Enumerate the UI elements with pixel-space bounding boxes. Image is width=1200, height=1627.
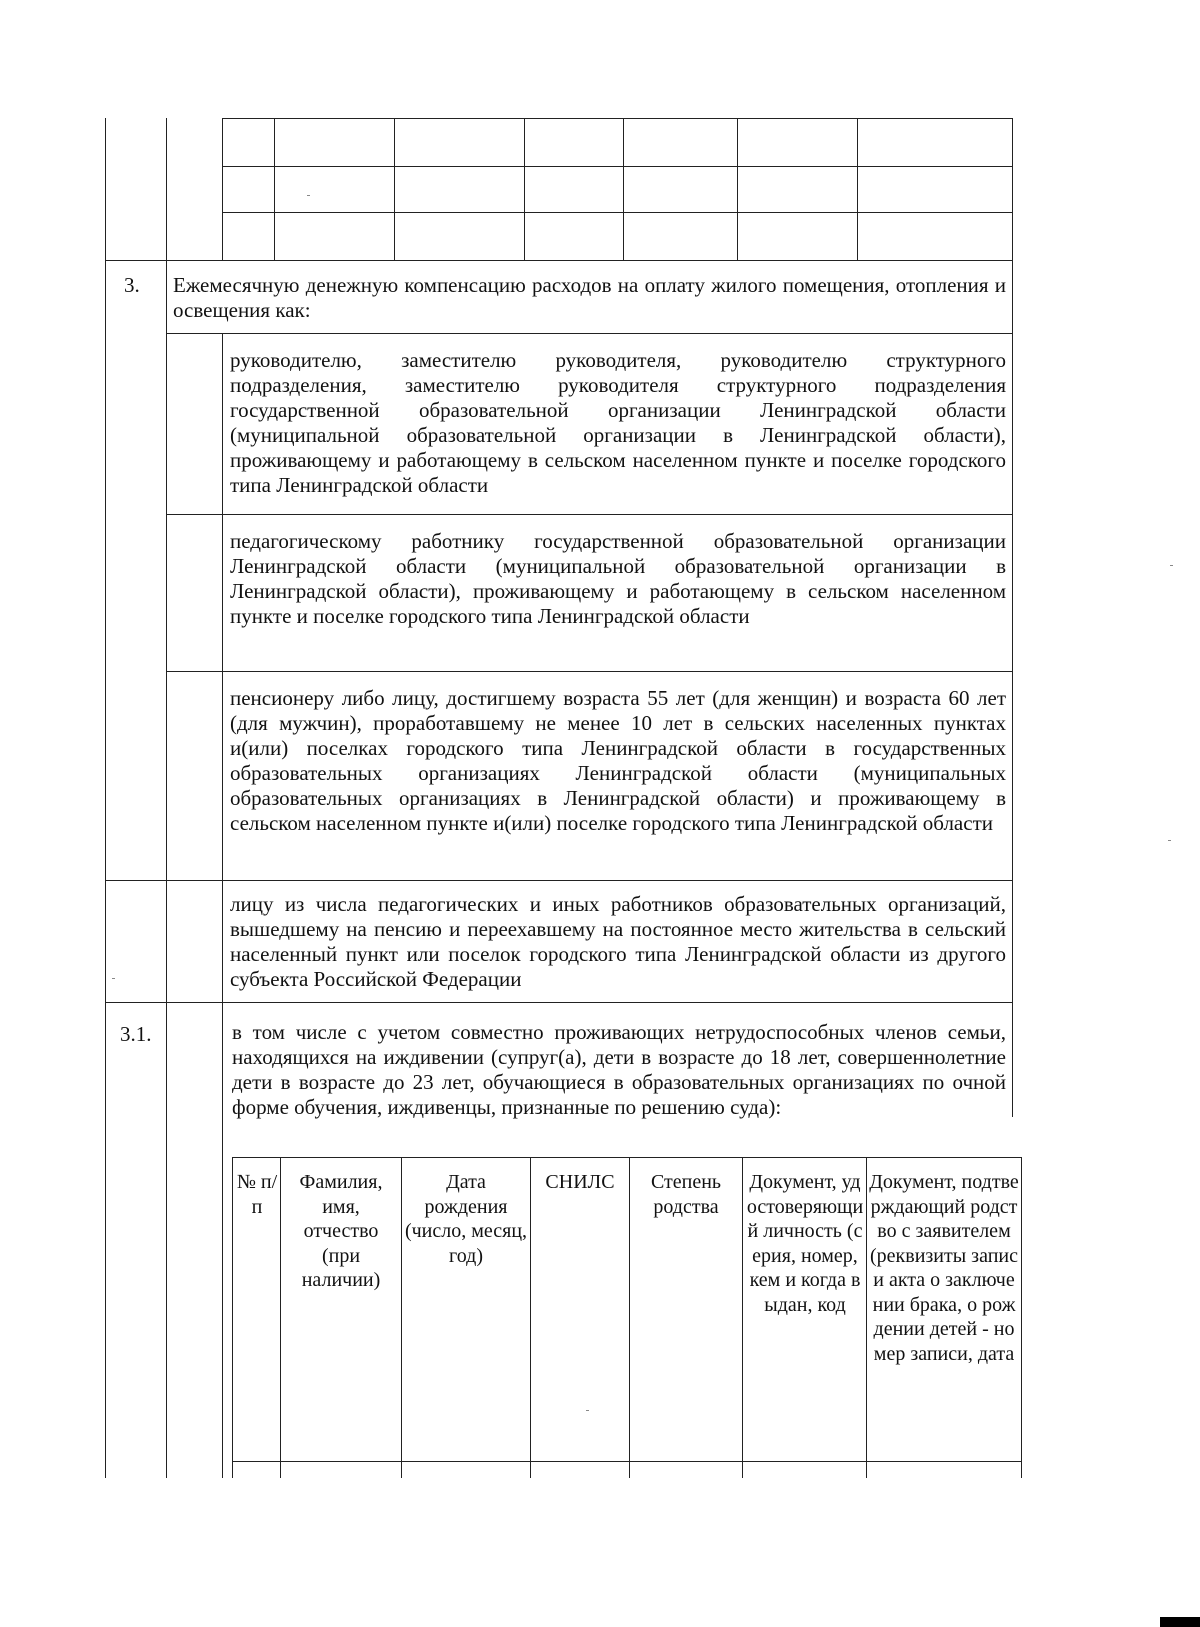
item-separator [105, 880, 1013, 881]
top-table-col-line [1012, 118, 1013, 260]
scan-speck [112, 978, 115, 979]
top-table-col-line [737, 118, 738, 260]
scan-speck [307, 195, 310, 196]
header-relationship: Степень родства [650, 1171, 722, 1218]
section-3-heading-bottom [166, 333, 1013, 334]
scan-edge-mark [1160, 1617, 1200, 1627]
family-table-col-line [280, 1157, 281, 1478]
header-number: № п/п [236, 1171, 278, 1218]
header-kinship-document: Документ, подтверждающий родство с заявителем (реквизиты записи акта о заключении брака, о рождении детей - номер записи, дата [869, 1171, 1019, 1365]
header-full-name: Фамилия, имя, отчество (при наличии) [299, 1171, 383, 1291]
section-3-item-4: лицу из числа педагогических и иных работников образовательных организаций, вышедшему на пенсию и переехавшему на постоянное место жительства в сельский населенный пункт или поселок городского типа Ленинградской области из другого субъекта Российской Федерации [230, 892, 1006, 991]
top-table-row-line [222, 166, 1013, 167]
header-birth-date: Дата рождения (число, месяц, год) [404, 1171, 528, 1267]
section-3-item-3: пенсионеру либо лицу, достигшему возраста 55 лет (для женщин) и возраста 60 лет (для мужчин), проработавшему не менее 10 лет в сельских населенных пунктах и(или) поселках городского типа Ленинградской области в государственных образовательных организациях Ленинградской области (муниципальных образовательных организациях в Ленинградской области) и проживающему в сельском населенном пункте и(или) поселке городского типа Ленинградской области [230, 686, 1006, 835]
top-table-col-line [857, 118, 858, 260]
scan-speck [1168, 840, 1171, 841]
top-table-col-line [222, 118, 223, 260]
section-31-top-border [105, 1002, 1013, 1003]
scan-speck [1170, 565, 1173, 566]
section-3-heading: Ежемесячную денежную компенсацию расходов на оплату жилого помещения, отопления и освещения как: [173, 273, 1006, 322]
item-column-border [222, 333, 223, 1478]
family-table-col-line [742, 1157, 743, 1478]
family-table-col-line [866, 1157, 867, 1478]
outer-right-border [1012, 260, 1013, 1117]
top-table-col-line [524, 118, 525, 260]
item-separator [166, 514, 1013, 515]
top-table-row-line [222, 212, 1013, 213]
section-31-number: 3.1. [120, 1022, 152, 1046]
section-3-item-2: педагогическому работнику государственной образовательной организации Ленинградской области (муниципальной образовательной организации в Ленинградской области), проживающему и работающему в сельском населенном пункте и поселке городского типа Ленинградской области [230, 529, 1006, 628]
family-table-col-line [1021, 1157, 1022, 1478]
family-table-col-line [629, 1157, 630, 1478]
number-column-border [166, 118, 167, 1478]
family-table-col-line [401, 1157, 402, 1478]
section-3-item-1: руководителю, заместителю руководителя, руководителю структурного подразделения, заместителю руководителя структурного подразделения государственной образовательной организации Ленинградской области (муниципальной образовательной организации в Ленинградской области), проживающему и работающему в сельском населенном пункте и поселке городского типа Ленинградской области [230, 348, 1006, 497]
family-table-col-line [232, 1157, 233, 1478]
header-identity-document: Документ, удостоверяющий личность (серия, номер, кем и когда выдан, код [746, 1171, 864, 1316]
family-table-top-border [232, 1157, 1022, 1158]
family-table-col-line [530, 1157, 531, 1478]
scan-speck [586, 1410, 589, 1411]
family-table-header-bottom [232, 1461, 1022, 1462]
outer-left-border [105, 118, 106, 1478]
section-3-number: 3. [124, 273, 140, 297]
section-31-text: в том числе с учетом совместно проживающих нетрудоспособных членов семьи, находящихся на иждивении (супруг(а), дети в возрасте до 18 лет, совершеннолетние дети в возрасте до 23 лет, обучающиеся в образовательных организациях по очной форме обучения, иждивенцы, признанные по решению суда): [232, 1020, 1006, 1119]
section-3-top-border [105, 260, 1013, 261]
item-separator [166, 671, 1013, 672]
top-table-col-line [274, 118, 275, 260]
top-table-col-line [394, 118, 395, 260]
top-table-col-line [623, 118, 624, 260]
top-table-border [222, 118, 1013, 119]
header-snils: СНИЛС [545, 1171, 615, 1193]
